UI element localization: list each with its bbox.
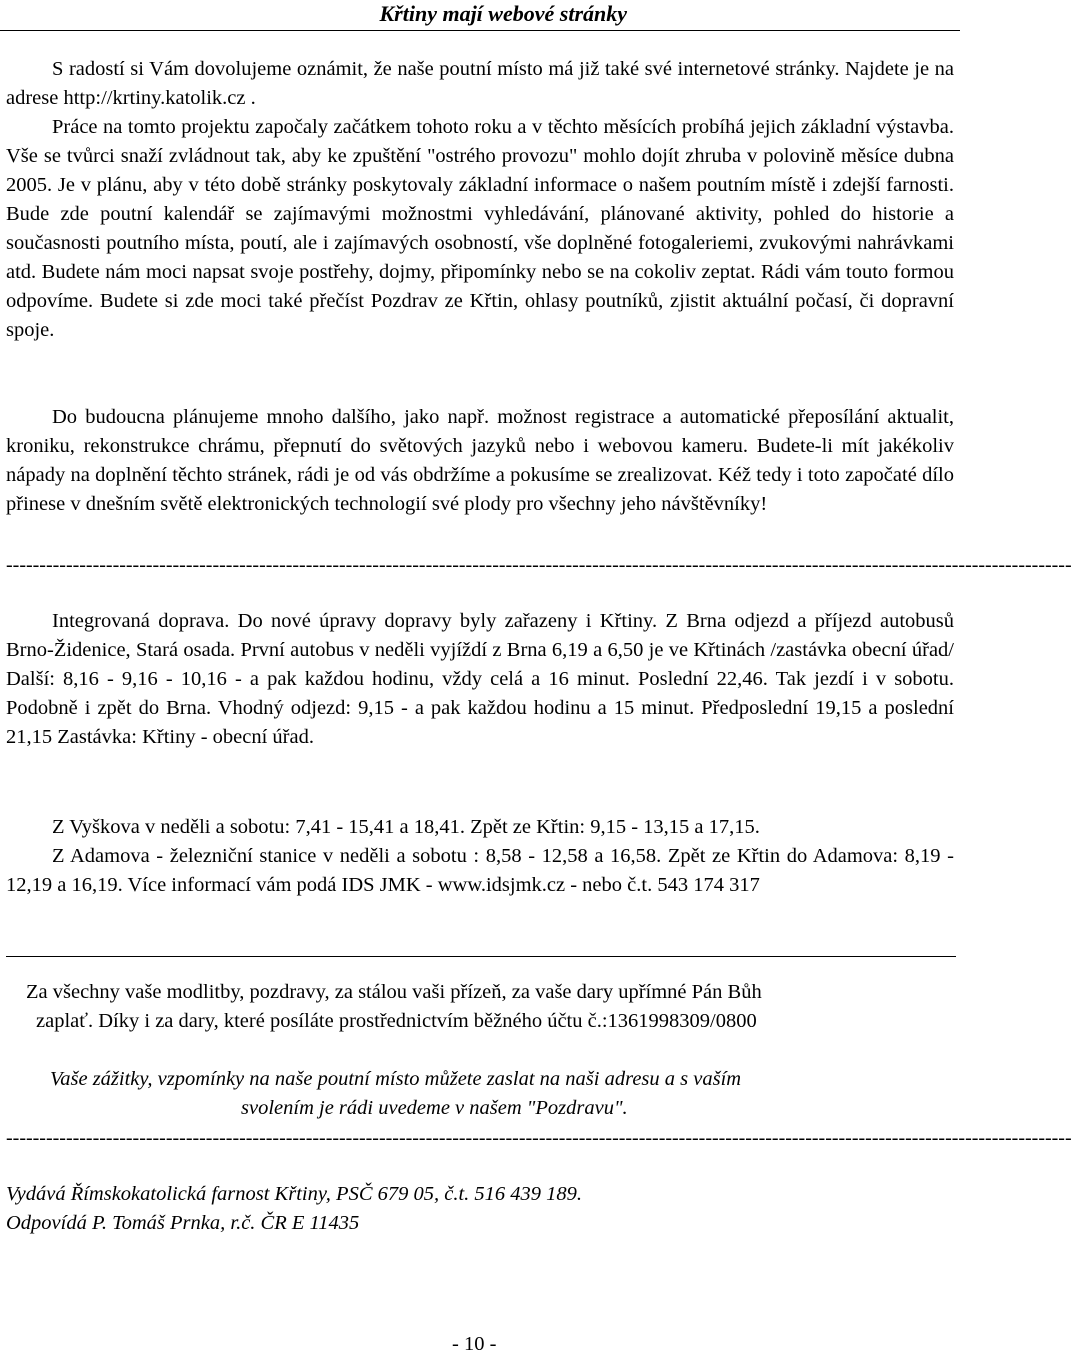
- header-bar: [0, 0, 960, 31]
- publisher-line: Vydává Římskokatolická farnost Křtiny, PSČ 679 05, č.t. 516 439 189.: [6, 1183, 583, 1205]
- invitation-line-1: Vaše zážitky, vzpomínky na naše poutní místo můžete zaslat na naši adresu a s vaším: [50, 1068, 742, 1090]
- responsible-person-line: Odpovídá P. Tomáš Prnka, r.č. ČR E 11435: [6, 1212, 360, 1234]
- horizontal-rule: [6, 956, 956, 957]
- dashed-separator-footer: ----------------------------------------------------------------------------------------------------------------------------------------------------------------: [6, 1127, 1072, 1149]
- article-paragraph-future-plans: Do budoucna plánujeme mnoho dalšího, jako např. možnost registrace a automatické přeposílání aktualit, kroniku, rekonstrukce chrámu, přepnutí do světových jazyků nebo i webovou kameru. Budete-li mít jakékoliv nápady na doplnění těchto stránek, rádi je od vás obdržíme a pokusíme se zrealizovat. Kéž tedy i toto započaté dílo přinese v dnešním světě elektronických technologií své plody pro všechny jeho návštěvníky!: [6, 406, 954, 515]
- transport-paragraph-vyskov: Z Vyškova v neděli a sobotu: 7,41 - 15,41 a 18,41. Zpět ze Křtin: 9,15 - 13,15 a 17,15.: [52, 816, 760, 838]
- dashed-separator: ----------------------------------------------------------------------------------------------------------------------------------------------------------------: [6, 554, 1072, 576]
- article-paragraph-announcement: S radostí si Vám dovolujeme oznámit, že naše poutní místo má již také své internetové stránky. Najdete je na adrese http://krtiny.katolik.cz .: [6, 58, 954, 109]
- article-paragraph-construction: Práce na tomto projektu započaly začátkem tohoto roku a v těchto měsících probíhá jejich základní výstavba. Vše se tvůrci snaží zvládnout tak, aby ke zpuštění "ostrého provozu" mohlo dojít zhruba v polovině měsíce dubna 2005. Je v plánu, aby v této době stránky poskytovaly základní informace o našem poutním místě i zdejší farnosti. Bude zde poutní kalendář se zajímavými možnostmi vyhledávání, plánované aktivity, pohled do historie a současnosti poutního místa, poutí, ale i zajímavých osobností, vše doplněné fotogaleriemi, zvukovými nahrávkami atd. Budete nám moci napsat svoje postřehy, dojmy, připomínky nebo se na cokoliv zeptat. Rádi vám touto formou odpovíme. Budete si zde moci také přečíst Pozdrav ze Křtin, ohlasy poutníků, zjistit aktuální počasí, či dopravní spoje.: [6, 116, 954, 341]
- invitation-line-2: svolením je rádi uvedeme v našem "Pozdravu".: [241, 1097, 628, 1119]
- thanks-line-1: Za všechny vaše modlitby, pozdravy, za stálou vaši přízeň, za vaše dary upřímné Pán Bůh: [26, 981, 762, 1003]
- page-title: Křtiny mají webové stránky: [379, 1, 627, 26]
- page-number: - 10 -: [452, 1333, 497, 1355]
- transport-paragraph-brno: Integrovaná doprava. Do nové úpravy dopravy byly zařazeny i Křtiny. Z Brna odjezd a příjezd autobusů Brno-Židenice, Stará osada. První autobus v neděli vyjíždí z Brna 6,19 a 6,50 je ve Křtinách /zastávka obecní úřad/ Další: 8,16 - 9,16 - 10,16 - a pak každou hodinu, vždy celá a 16 minut. Poslední 22,46. Tak jezdí i v sobotu. Podobně i zpět do Brna. Vhodný odjezd: 9,15 - a pak každou hodinu a 15 minut. Předposlední 19,15 a poslední 21,15 Zastávka: Křtiny - obecní úřad.: [6, 610, 954, 748]
- thanks-line-2: zaplať. Díky i za dary, které posíláte prostřednictvím běžného účtu č.:1361998309/0800: [36, 1010, 757, 1032]
- transport-paragraph-adamov: Z Adamova - železniční stanice v neděli a sobotu : 8,58 - 12,58 a 16,58. Zpět ze Křtin do Adamova: 8,19 - 12,19 a 16,19. Více informací vám podá IDS JMK - www.idsjmk.cz - nebo č.t. 543 174 317: [6, 845, 954, 896]
